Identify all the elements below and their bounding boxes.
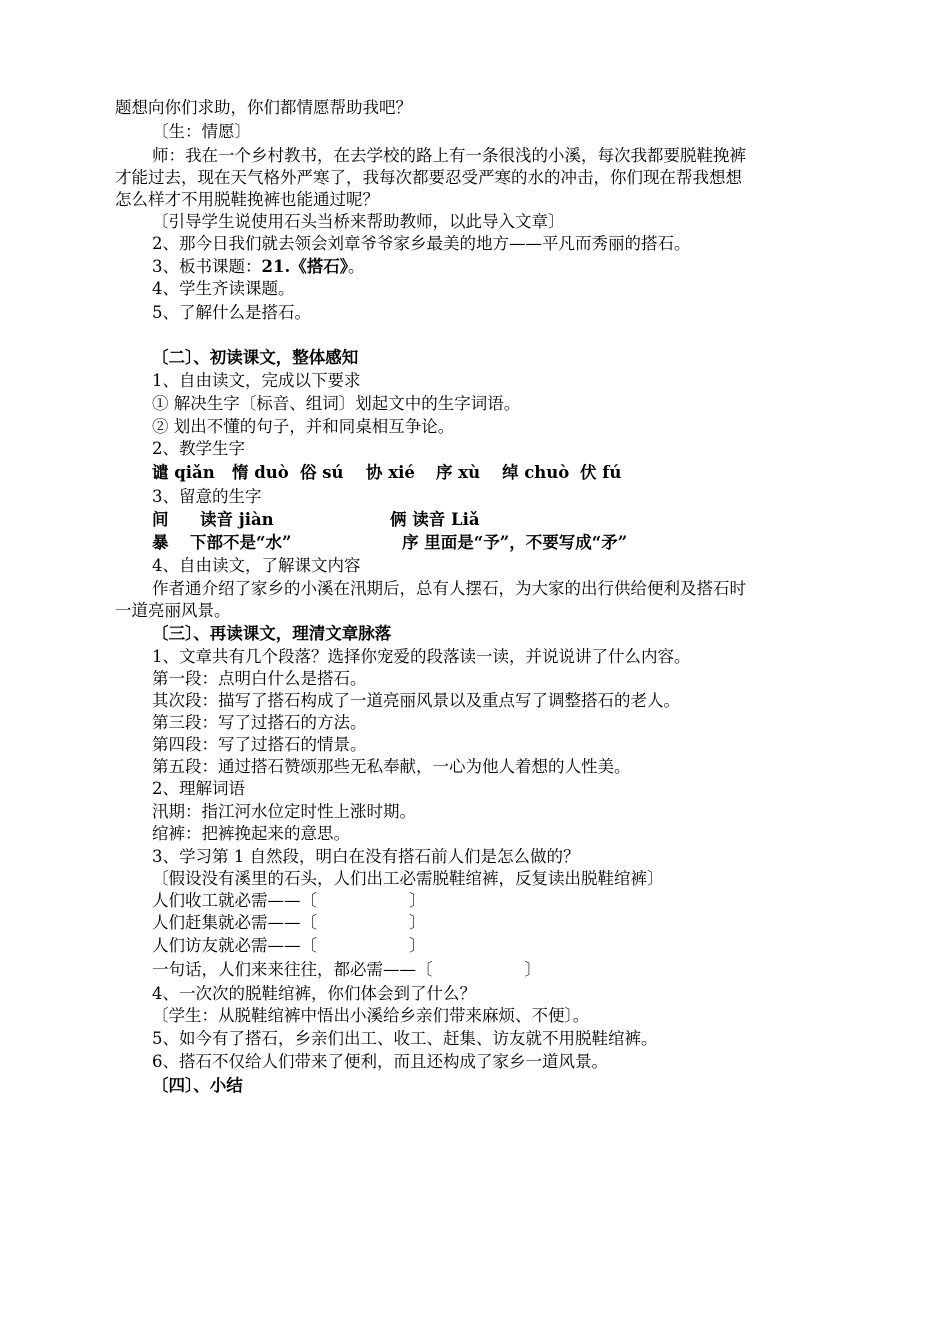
fill-blank-3	[152, 935, 426, 957]
pinyin-1: 谴 qiǎn	[152, 463, 215, 482]
sec3-line-1: 1、文章共有几个段落？选择你宠爱的段落读一读，并说说讲了什么内容。	[152, 647, 691, 666]
sec2-line-1: 1、自由读文，完成以下要求	[152, 371, 361, 390]
fill-blank-3-close: 〕	[409, 936, 426, 955]
board-label: 3、板书课题：	[152, 257, 262, 276]
intro-line-5: 怎么样才不用脱鞋挽裤也能通过呢？	[115, 190, 379, 209]
sec3-line-2: 第一段：点明白什么是搭石。	[152, 669, 367, 688]
sec3-line-16: 4、一次次的脱鞋绾裤，你们体会到了什么？	[152, 984, 476, 1003]
pinyin-3: 俗 sú	[300, 463, 344, 482]
intro-line-1: 题想向你们求助，你们都情愿帮助我吧？	[115, 98, 412, 117]
note-4-text: 序 里面是“予”，不要写成“矛”	[402, 533, 628, 552]
sec3-line-10: 3、学习第 1 自然段，明白在没有搭石前人们是怎么做的？	[152, 847, 580, 866]
intro-line-7: 2、那今日我们就去领会刘章爷爷家乡最美的地方——平凡而秀丽的搭石。	[152, 234, 691, 253]
note-3-text: 下部不是“水”	[190, 533, 292, 552]
fill-blank-2-close: 〕	[409, 913, 426, 932]
fill-blank-4-close: 〕	[524, 960, 541, 979]
period: 。	[347, 257, 365, 276]
intro-line-10: 5、了解什么是搭石。	[152, 303, 311, 322]
sec2-line-7: 作者通介绍了家乡的小溪在汛期后，总有人摆石，为大家的出行供给便利及搭石时	[152, 579, 746, 598]
sec3-line-6: 第五段：通过搭石赞颂那些无私奉献，一心为他人着想的人性美。	[152, 757, 631, 776]
sec2-line-5: 3、留意的生字	[152, 487, 262, 506]
sec2-line-8: 一道亮丽风景。	[115, 601, 231, 620]
note-2-reading: 俩 读音 Liǎ	[390, 510, 480, 529]
sec3-line-19: 6、搭石不仅给人们带来了便利，而且还构成了家乡一道风景。	[152, 1052, 608, 1071]
fill-blank-4	[152, 959, 541, 981]
intro-line-8	[152, 256, 364, 278]
sec3-line-11: 〔假设没有溪里的石头，人们出工必需脱鞋绾裤，反复读出脱鞋绾裤〕	[152, 869, 664, 888]
sec3-line-8: 汛期：指江河水位定时性上涨时期。	[152, 802, 416, 821]
section-4-heading: 〔四〕、小结	[152, 1076, 243, 1095]
fill-blank-1	[152, 890, 426, 912]
intro-line-2: 〔生：情愿〕	[152, 122, 251, 141]
intro-line-4: 才能过去，现在天气格外严寒了，我每次都要忍受严寒的水的冲击，你们现在帮我想想	[115, 168, 742, 187]
lesson-title: 21.《搭石》	[261, 257, 348, 276]
fill-blank-1-close: 〕	[409, 891, 426, 910]
sec2-line-4: 2、教学生字	[152, 439, 245, 458]
intro-line-9: 4、学生齐读课题。	[152, 279, 295, 298]
sec3-line-3: 其次段：描写了搭石构成了一道亮丽风景以及重点写了调整搭石的老人。	[152, 691, 680, 710]
fill-blank-3-text: 人们访友就必需——〔	[152, 936, 317, 955]
sec3-line-7: 2、理解词语	[152, 779, 245, 798]
sec3-line-4: 第三段：写了过搭石的方法。	[152, 713, 367, 732]
pinyin-5: 序 xù	[436, 463, 481, 482]
fill-blank-4-text: 一句话，人们来来往往，都必需——〔	[152, 960, 433, 979]
sec2-line-2: ① 解决生字〔标音、组词〕划起文中的生字词语。	[152, 394, 521, 413]
sec2-line-6: 4、自由读文，了解课文内容	[152, 556, 361, 575]
pinyin-7: 伏 fú	[580, 463, 622, 482]
note-1-char: 间	[152, 510, 169, 529]
sec3-line-17: 〔学生：从脱鞋绾裤中悟出小溪给乡亲们带来麻烦、不便〕。	[152, 1006, 590, 1025]
section-2-heading: 〔二〕、初读课文，整体感知	[152, 348, 359, 367]
fill-blank-2-text: 人们赶集就必需——〔	[152, 913, 317, 932]
intro-line-3: 师：我在一个乡村教书，在去学校的路上有一条很浅的小溪，每次我都要脱鞋挽裤	[152, 146, 746, 165]
intro-line-6: 〔引导学生说使用石头当桥来帮助教师，以此导入文章〕	[152, 212, 565, 231]
fill-blank-2	[152, 912, 426, 934]
sec3-line-5: 第四段：写了过搭石的情景。	[152, 735, 367, 754]
fill-blank-1-text: 人们收工就必需——〔	[152, 891, 317, 910]
note-3-char: 暴	[152, 533, 169, 552]
pinyin-6: 绰 chuò	[502, 463, 570, 482]
sec3-line-18: 5、如今有了搭石，乡亲们出工、收工、赶集、访友就不用脱鞋绾裤。	[152, 1029, 658, 1048]
pinyin-2: 惰 duò	[232, 463, 289, 482]
sec2-line-3: ② 划出不懂的句子，并和同桌相互争论。	[152, 417, 455, 436]
pinyin-4: 协 xié	[366, 463, 415, 482]
sec3-line-9: 绾裤：把裤挽起来的意思。	[152, 824, 350, 843]
section-3-heading: 〔三〕、再读课文，理清文章脉落	[152, 624, 392, 643]
note-1-reading: 读音 jiàn	[200, 510, 274, 529]
